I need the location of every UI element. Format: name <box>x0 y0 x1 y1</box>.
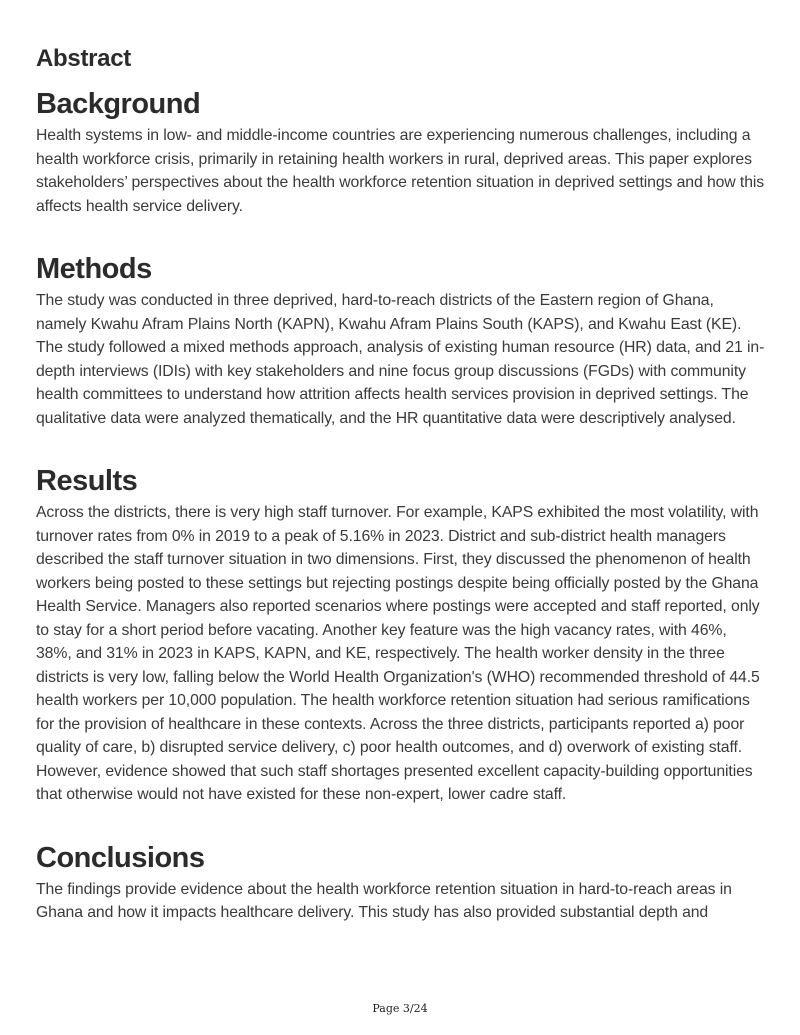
methods-section <box>36 249 766 430</box>
results-text: Across the districts, there is very high staff turnover. For example, KAPS exhibited the most volatility, with turnover rates from 0% in 2019 to a peak of 5.16% in 2023. District and sub-district health managers described the staff turnover situation in two dimensions. First, they discussed the phenomenon of health workers being posted to these settings but rejecting postings despite being officially posted by the Ghana Health Service. Managers also reported scenarios where postings were accepted and staff reported, only to stay for a short period before vacating. Another key feature was the high vacancy rates, with 46%, 38%, and 31% in 2023 in KAPS, KAPN, and KE, respectively. The health worker density in the three districts is very low, falling below the World Health Organization's (WHO) recommended threshold of 44.5 health workers per 10,000 population. The health workforce retention situation had serious ramifications for the provision of healthcare in these contexts. Across the three districts, participants reported a) poor quality of care, b) disrupted service delivery, c) poor health outcomes, and d) overwork of existing staff. However, evidence showed that such staff shortages presented excellent capacity-building opportunities that otherwise would not have existed for these non-expert, lower cadre staff. <box>36 504 760 803</box>
background-section <box>36 84 766 218</box>
conclusions-section <box>36 838 766 925</box>
abstract-heading: Abstract <box>36 45 131 72</box>
conclusions-title: Conclusions <box>36 841 205 874</box>
methods-text: The study was conducted in three deprived, hard-to-reach districts of the Eastern region of Ghana, namely Kwahu Afram Plains North (KAPN), Kwahu Afram Plains South (KAPS), and Kwahu East (KE). The study followed a mixed methods approach, analysis of existing human resource (HR) data, and 21 in-depth interviews (IDIs) with key stakeholders and nine focus group discussions (FGDs) with community health committees to understand how attrition affects health services provision in deprived settings. The qualitative data were analyzed thematically, and the HR quantitative data were descriptively analysed. <box>36 292 765 427</box>
background-title: Background <box>36 88 201 120</box>
page-number: Page 3/24 <box>372 1002 428 1015</box>
background-text: Health systems in low- and middle-income countries are experiencing numerous challenges, including a health workforce crisis, primarily in retaining health workers in rural, deprived areas. This paper explores stakeholders’ perspectives about the health workforce retention situation in deprived settings and how this affects health service delivery. <box>36 127 765 215</box>
conclusions-text: The findings provide evidence about the health workforce retention situation in hard-to-reach areas in Ghana and how it impacts healthcare delivery. This study has also provided substantial depth and <box>36 880 732 921</box>
abstract-page <box>36 40 766 925</box>
methods-title: Methods <box>36 253 152 285</box>
results-title: Results <box>36 465 138 497</box>
results-section <box>36 461 766 807</box>
